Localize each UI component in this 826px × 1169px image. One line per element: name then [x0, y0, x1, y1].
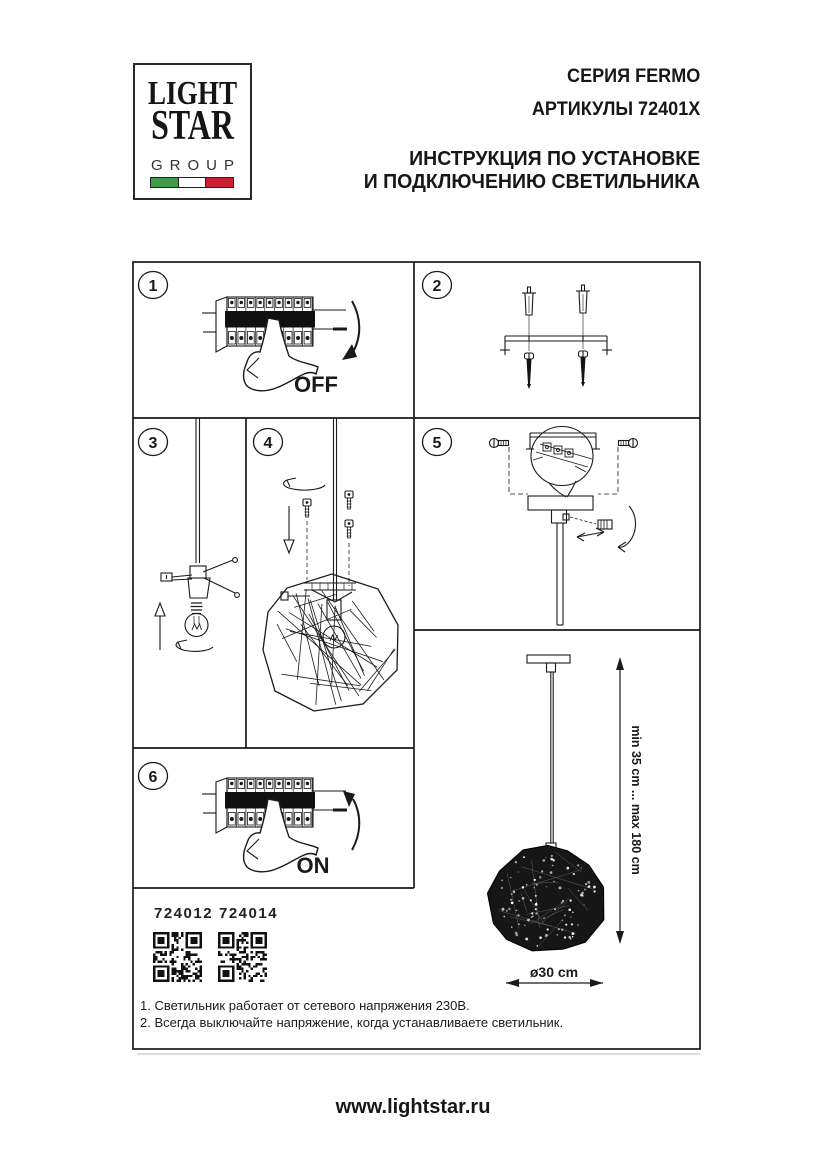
logo-light-text: LIGHT: [147, 75, 238, 112]
diameter-dimension: [506, 964, 603, 987]
series-title: СЕРИЯ FERMO: [566, 66, 700, 87]
step4-badge: [254, 429, 283, 456]
instruction-title-line2: И ПОДКЛЮЧЕНИЮ СВЕТИЛЬНИКА: [363, 170, 700, 193]
svg-text:1: 1: [148, 278, 158, 295]
instruction-title-line1: ИНСТРУКЦИЯ ПО УСТАНОВКЕ: [408, 147, 700, 170]
svg-text:6: 6: [148, 769, 158, 786]
website-link: www.lightstar.ru: [335, 1096, 491, 1118]
off-label: OFF: [294, 372, 338, 397]
step2-badge: [423, 272, 452, 299]
step3-bulb-install-drawing: [155, 418, 239, 651]
step4-shade-install-drawing: [263, 418, 398, 711]
step1-badge: [139, 272, 168, 299]
step5-canopy-mount-drawing: [490, 427, 638, 626]
qr-code-left: [153, 932, 202, 982]
pendant-lamp-drawing: [488, 655, 604, 951]
svg-text:4: 4: [263, 435, 273, 452]
on-label: ON: [296, 853, 330, 878]
note-2: 2. Всегда выключайте напряжение, когда устанавливаете светильник.: [140, 1015, 564, 1030]
step5-badge: [423, 429, 452, 456]
qr-code-right: [218, 932, 267, 982]
step3-badge: [139, 429, 168, 456]
step-badges: [139, 272, 452, 790]
svg-text:3: 3: [148, 435, 158, 452]
svg-text:5: 5: [432, 435, 442, 452]
safety-notes: [140, 997, 563, 1031]
diameter-label: ø30 cm: [529, 964, 579, 980]
logo-star-text: STAR: [151, 103, 234, 149]
height-range-label: min 35 cm ... max 180 cm: [629, 725, 643, 875]
articles-title: АРТИКУЛЫ 72401X: [531, 99, 700, 120]
svg-text:2: 2: [432, 278, 442, 295]
height-dimension: [616, 657, 643, 944]
step6-badge: [139, 763, 168, 790]
note-1: 1. Светильник работает от сетевого напряжения 230В.: [140, 998, 470, 1013]
panel-grid-borders: [133, 262, 700, 1049]
article-number-724012: 724012: [154, 905, 214, 922]
step2-bracket-drawing: [500, 285, 612, 389]
logo-group-text: GROUP: [150, 157, 241, 174]
article-number-724014: 724014: [219, 905, 279, 922]
